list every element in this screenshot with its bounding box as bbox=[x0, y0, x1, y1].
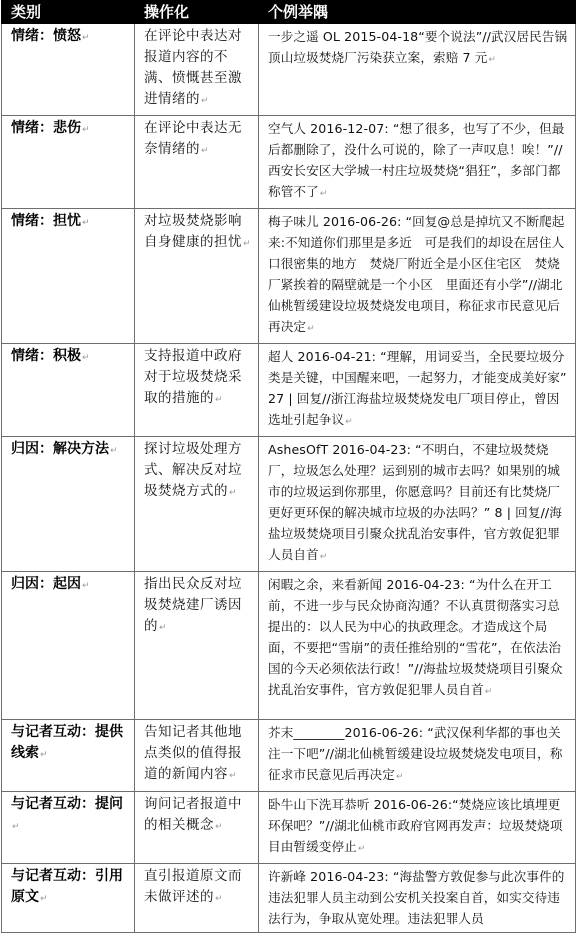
table-body bbox=[2, 24, 576, 933]
operationalization-cell bbox=[135, 864, 259, 933]
category-cell bbox=[2, 437, 135, 572]
category-cell bbox=[2, 864, 135, 933]
example-text: 超人 2016-04-21: “理解，用词妥当，全民要垃圾分类是关键，中国醒来吧，一起努力，才能变成美好家” 27 | 回复//浙江海盐垃圾焚烧发电厂项目停止，曾因选址引起争议 bbox=[268, 349, 567, 427]
paragraph-mark-icon: ↵ bbox=[395, 772, 404, 782]
table-row bbox=[2, 24, 576, 116]
operationalization-text: 探讨垃圾处理方式、解决反对垃圾焚烧方式的 bbox=[144, 441, 242, 499]
paragraph-mark-icon: ↵ bbox=[201, 146, 210, 156]
example-text: 梅子味儿 2016-06-26: “回复@总是掉坑又不断爬起来:不知道你们那里是多近 可是我们的却设在居住人口很密集的地方 焚烧厂附近全是小区住宅区 焚烧厂紧挨着的隔壁就是一个小区 里面还有小学”//湖北仙桃暂缓建设垃圾焚烧发电项目，称征求市民意见后再决定 bbox=[268, 214, 565, 334]
table-row bbox=[2, 209, 576, 344]
example-text: 许新峰 2016-04-23: “海盐警方敦促参与此次事件的违法犯罪人员主动到公安机关投案自首，如实交待违法行为，争取从宽处理。违法犯罪人员 bbox=[268, 869, 565, 926]
paragraph-mark-icon: ↵ bbox=[215, 395, 224, 405]
category-cell bbox=[2, 344, 135, 437]
paragraph-mark-icon: ↵ bbox=[12, 822, 20, 832]
example-cell bbox=[259, 720, 576, 792]
category-text: 归因：解决方法 bbox=[11, 441, 109, 457]
example-cell bbox=[259, 24, 576, 116]
header-operationalization: 操作化 bbox=[135, 1, 259, 24]
category-text: 与记者互动：提问 bbox=[11, 796, 123, 812]
category-cell bbox=[2, 116, 135, 209]
category-cell bbox=[2, 792, 135, 864]
operationalization-cell bbox=[135, 572, 259, 720]
paragraph-mark-icon: ↵ bbox=[488, 55, 497, 65]
category-text: 与记者互动：引用原文 bbox=[11, 868, 123, 905]
example-text: 芥末________2016-06-26: “武汉保利华都的事也关注一下吧”//湖北仙桃暂缓建设垃圾焚烧发电项目，称征求市民意见后再决定 bbox=[268, 725, 563, 782]
operationalization-cell bbox=[135, 792, 259, 864]
paragraph-mark-icon: ↵ bbox=[110, 446, 118, 456]
table-row bbox=[2, 572, 576, 720]
paragraph-mark-icon: ↵ bbox=[215, 822, 224, 832]
category-cell bbox=[2, 572, 135, 720]
category-text: 归因：起因 bbox=[11, 576, 81, 592]
example-cell bbox=[259, 344, 576, 437]
category-text: 与记者互动：提供线索 bbox=[11, 724, 123, 761]
paragraph-mark-icon: ↵ bbox=[319, 552, 328, 562]
example-cell bbox=[259, 572, 576, 720]
example-text: 一步之遥 OL 2015-04-18“要个说法”//武汉居民告锅顶山垃圾焚烧厂污染获立案，索赔 7 元 bbox=[268, 29, 568, 65]
table-row bbox=[2, 864, 576, 933]
table-header bbox=[2, 1, 576, 24]
example-cell bbox=[259, 792, 576, 864]
paragraph-mark-icon: ↵ bbox=[357, 844, 366, 854]
paragraph-mark-icon: ↵ bbox=[307, 324, 315, 334]
operationalization-text: 直引报道原文而未做评述的 bbox=[144, 868, 242, 905]
category-cell bbox=[2, 24, 135, 116]
paragraph-mark-icon: ↵ bbox=[229, 771, 238, 781]
header-category: 类别 bbox=[2, 1, 135, 24]
paragraph-mark-icon: ↵ bbox=[159, 623, 168, 633]
example-cell bbox=[259, 209, 576, 344]
paragraph-mark-icon: ↵ bbox=[40, 894, 48, 904]
example-text: 卧牛山下洗耳恭听 2016-06-26:“焚烧应该比填埋更环保吧？”//湖北仙桃市政府官网再发声：垃圾焚烧项目由暂缓变停止 bbox=[268, 797, 563, 854]
operationalization-cell bbox=[135, 720, 259, 792]
operationalization-cell bbox=[135, 344, 259, 437]
operationalization-text: 告知记者其他地点类似的值得报道的新闻内容 bbox=[144, 724, 242, 782]
paragraph-mark-icon: ↵ bbox=[319, 189, 328, 199]
paragraph-mark-icon: ↵ bbox=[201, 96, 210, 106]
category-cell bbox=[2, 720, 135, 792]
paragraph-mark-icon: ↵ bbox=[82, 218, 90, 228]
paragraph-mark-icon: ↵ bbox=[215, 894, 224, 904]
category-text: 情绪：担忧 bbox=[11, 213, 81, 229]
category-text: 情绪：积极 bbox=[11, 348, 81, 364]
operationalization-cell bbox=[135, 116, 259, 209]
table-row bbox=[2, 344, 576, 437]
paragraph-mark-icon: ↵ bbox=[82, 581, 90, 591]
table-row bbox=[2, 116, 576, 209]
paragraph-mark-icon: ↵ bbox=[82, 353, 90, 363]
operationalization-text: 在评论中表达对报道内容的不满、愤慨甚至激进情绪的 bbox=[144, 28, 242, 107]
example-cell bbox=[259, 437, 576, 572]
operationalization-text: 询问记者报道中的相关概念 bbox=[144, 796, 242, 833]
operationalization-cell bbox=[135, 209, 259, 344]
example-text: AshesOfT 2016-04-23: “不明白，不建垃圾焚烧厂，垃圾怎么处理？运到别的城市去吗？如果别的城市的垃圾运到你那里，你愿意吗？目前还有比焚烧厂更好更环保的解决城市垃圾的办法吗？” 8 | 回复//海盐垃圾焚烧项目引聚众扰乱治安事件，官方敦促犯罪人员自首 bbox=[268, 442, 562, 562]
example-text: 闲暇之余，来看新闻 2016-04-23: “为什么在开工前，不进一步与民众协商沟通？不认真贯彻落实习总提出的：以人民为中心的执政理念。才造成这个局面，不要把“雪崩”的责任推给别的“雪花”，在依法治国的今天必须依法行政！”//海盐垃圾焚烧项目引聚众扰乱治安事件，官方敦促犯罪人员自首 bbox=[268, 577, 563, 697]
example-text: 空气人 2016-12-07: “想了很多，也写了不少，但最后都删除了，没什么可说的，除了一声叹息！唉！”//西安长安区大学城一村庄垃圾焚烧“猖狂”，多部门都称管不了 bbox=[268, 121, 565, 199]
category-text: 情绪：愤怒 bbox=[11, 28, 81, 44]
header-row bbox=[2, 1, 576, 24]
category-cell bbox=[2, 209, 135, 344]
operationalization-cell bbox=[135, 437, 259, 572]
paragraph-mark-icon: ↵ bbox=[82, 33, 90, 43]
operationalization-text: 指出民众反对垃圾焚烧建厂诱因的 bbox=[144, 576, 242, 634]
example-cell bbox=[259, 864, 576, 933]
header-example: 个例举隅 bbox=[259, 1, 576, 24]
paragraph-mark-icon: ↵ bbox=[484, 687, 493, 697]
paragraph-mark-icon: ↵ bbox=[243, 239, 252, 249]
operationalization-text: 对垃圾焚烧影响自身健康的担忧 bbox=[144, 213, 242, 250]
operationalization-text: 支持报道中政府对于垃圾焚烧采取的措施的 bbox=[144, 348, 242, 406]
example-cell bbox=[259, 116, 576, 209]
operationalization-cell bbox=[135, 24, 259, 116]
paragraph-mark-icon: ↵ bbox=[82, 125, 90, 135]
category-text: 情绪：悲伤 bbox=[11, 120, 81, 136]
paragraph-mark-icon: ↵ bbox=[229, 488, 238, 498]
paragraph-mark-icon: ↵ bbox=[345, 417, 353, 427]
table-row bbox=[2, 437, 576, 572]
table-row bbox=[2, 720, 576, 792]
coding-scheme-table bbox=[1, 0, 576, 933]
operationalization-text: 在评论中表达无奈情绪的 bbox=[144, 120, 242, 157]
paragraph-mark-icon: ↵ bbox=[40, 750, 48, 760]
table-row bbox=[2, 792, 576, 864]
